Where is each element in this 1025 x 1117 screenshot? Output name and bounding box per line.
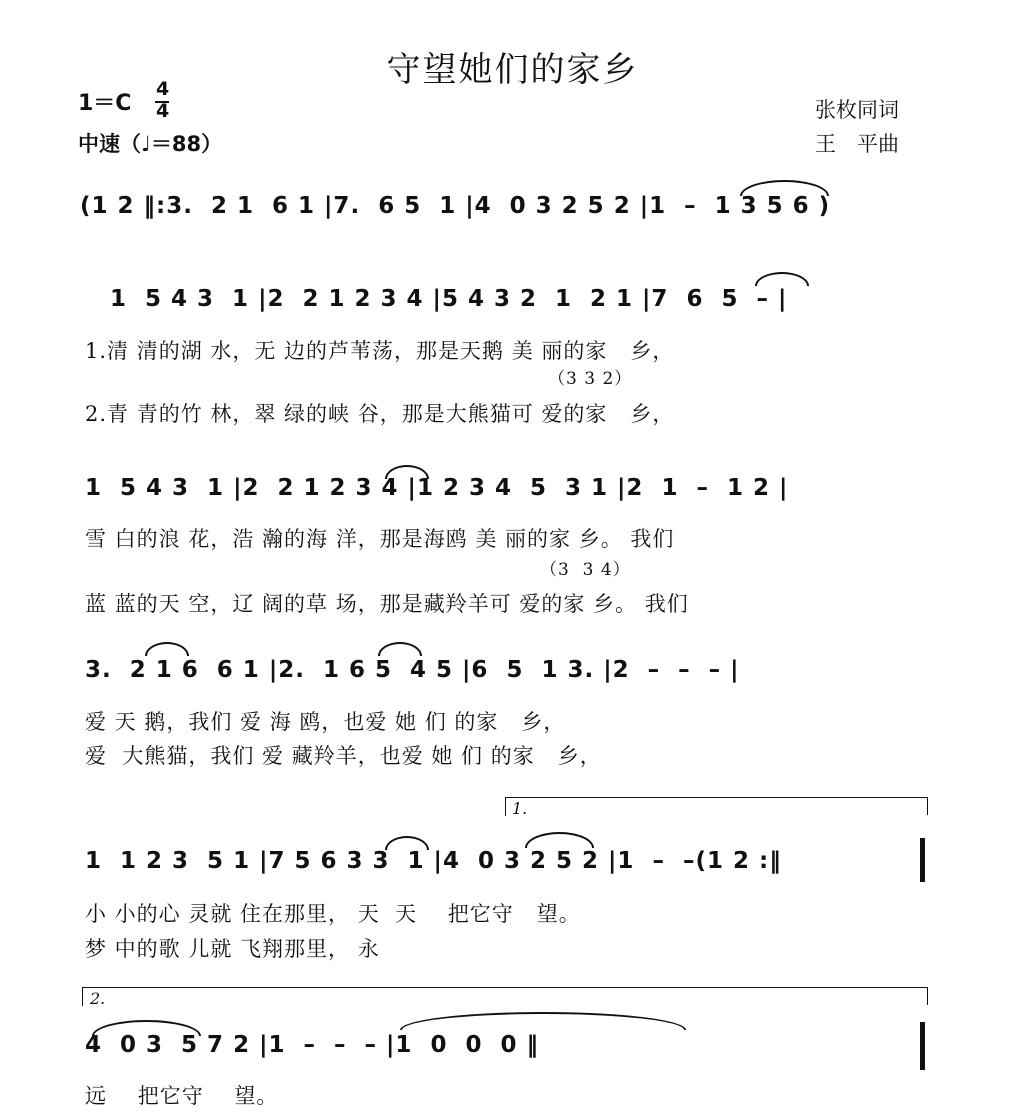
notation-row-3: 3. 2 1 6 6 1 |2. 1 6 5 4 5 |6 5 1 3. |2 – – – | <box>85 657 740 683</box>
slur-mark <box>385 465 429 479</box>
volta-label-1: 1. <box>512 799 528 818</box>
notation-row-intro: (1 2 ‖:3. 2 1 6 1 |7. 6 5 1 |4 0 3 2 5 2 |1 – 1 3 5 6 ) <box>80 193 831 219</box>
lyrics-row-3-verse-2: 爱 大熊猫，我们 爱 藏羚羊，也爱 她 们 的家 乡， <box>85 744 602 768</box>
time-signature-numerator: 4 <box>156 78 170 100</box>
slur-mark <box>145 642 189 656</box>
repeat-barline <box>920 838 925 882</box>
volta-bracket-1 <box>505 797 928 816</box>
song-title: 守望她们的家乡 <box>386 50 639 90</box>
volta-bracket-1-end <box>927 797 928 815</box>
tempo-marking: 中速（♩＝88） <box>78 132 223 156</box>
lyrics-row-3-verse-1: 爱 天 鹅，我们 爱 海 鸥，也爱 她 们 的家 乡， <box>85 710 566 734</box>
lyrics-row-1-verse-1: 1.清 清的湖 水，无 边的芦苇荡，那是天鹅 美 丽的家 乡， <box>85 339 675 363</box>
slur-mark <box>385 836 429 850</box>
volta-bracket-2 <box>82 987 928 1006</box>
slur-mark <box>755 272 809 286</box>
lyrics-row-4-verse-2: 梦 中的歌 儿就 飞翔那里， 永 <box>85 937 380 961</box>
alt-notes-row-1: （3 3 2） <box>548 369 633 389</box>
slur-mark <box>92 1020 201 1036</box>
slur-mark <box>378 642 422 656</box>
alt-notes-row-2: （3 3 4） <box>540 560 631 580</box>
lyrics-row-2-verse-1: 雪 白的浪 花，浩 瀚的海 洋，那是海鸥 美 丽的家 乡。 我们 <box>85 527 675 551</box>
key-signature: 1＝C <box>78 91 132 116</box>
slur-mark <box>740 180 829 196</box>
notation-row-4: 1 1 2 3 5 1 |7 5 6 3 3 1 |4 0 3 2 5 2 |1 – –(1 2 :‖ <box>85 848 782 874</box>
volta-bracket-2-end <box>927 987 928 1005</box>
composer-credit: 王 平曲 <box>815 132 899 156</box>
lyricist-credit: 张枚同词 <box>815 98 899 122</box>
notation-row-5: 4 0 3 5 7 2 |1 – – – |1 0 0 0 ‖ <box>85 1032 539 1058</box>
time-signature-denominator: 4 <box>156 100 170 122</box>
notation-row-1: 1 5 4 3 1 |2 2 1 2 3 4 |5 4 3 2 1 2 1 |7 6 5 – | <box>110 286 788 312</box>
slur-mark <box>400 1012 686 1030</box>
notation-row-2: 1 5 4 3 1 |2 2 1 2 3 4 |1 2 3 4 5 3 1 |2 1 – 1 2 | <box>85 475 789 501</box>
lyrics-row-2-verse-2: 蓝 蓝的天 空，辽 阔的草 场，那是藏羚羊可 爱的家 乡。 我们 <box>85 592 689 616</box>
slur-mark <box>525 832 594 848</box>
lyrics-row-5-verse-1: 远 把它守 望。 <box>85 1084 279 1108</box>
lyrics-row-4-verse-1: 小 小的心 灵就 住在那里， 天 天 把它守 望。 <box>85 902 581 926</box>
lyrics-row-1-verse-2: 2.青 青的竹 林，翠 绿的峡 谷，那是大熊猫可 爱的家 乡， <box>85 402 675 426</box>
volta-label-2: 2. <box>90 989 106 1008</box>
final-barline <box>920 1022 925 1070</box>
